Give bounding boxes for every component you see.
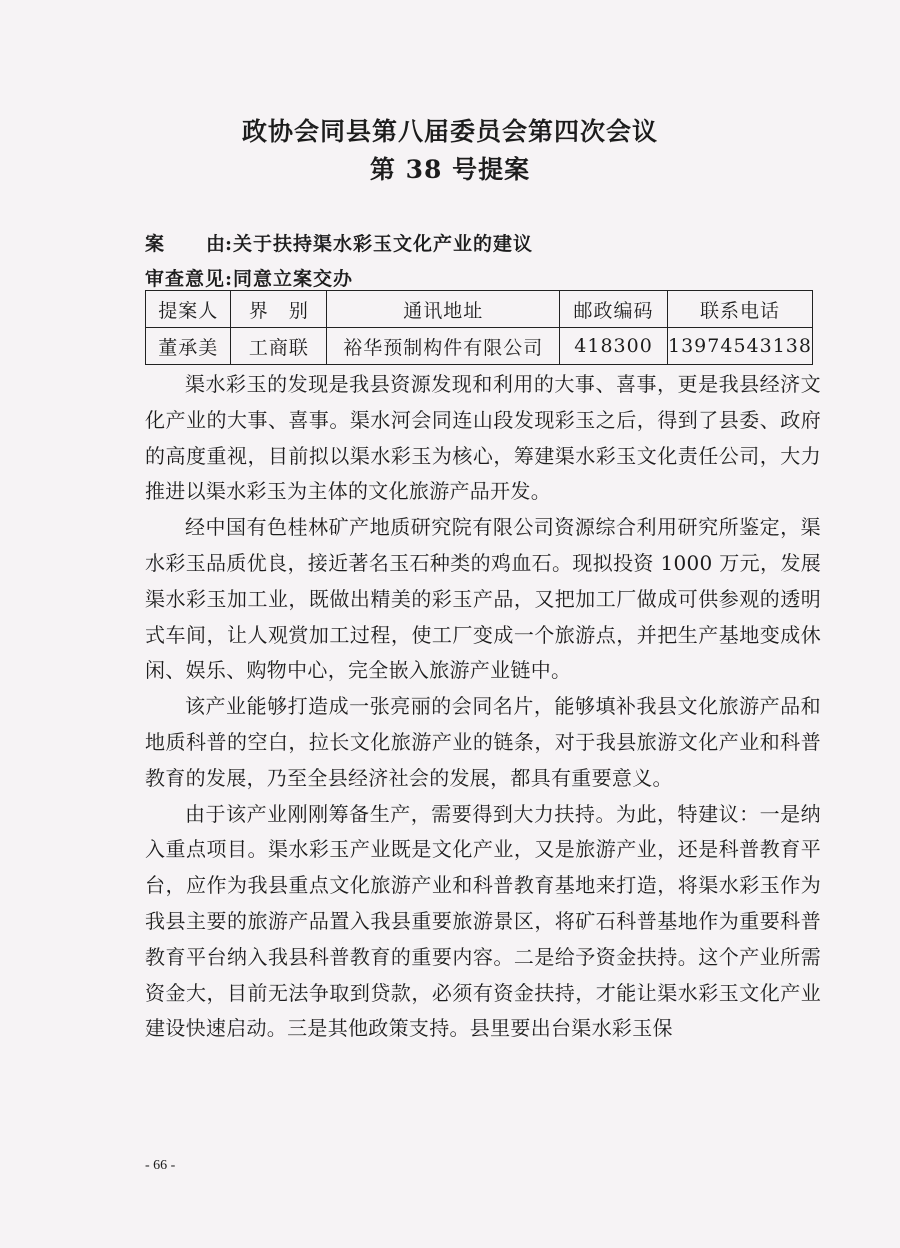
subject-line (145, 229, 533, 256)
header-proposer: 提案人 (146, 291, 231, 328)
cell-proposer: 董承美 (146, 328, 231, 365)
header-postcode: 邮政编码 (560, 291, 668, 328)
header-address: 通讯地址 (327, 291, 560, 328)
review-line (145, 264, 353, 291)
subject-value: 关于扶持渠水彩玉文化产业的建议 (233, 233, 534, 255)
table-header-row (146, 291, 813, 328)
subject-label-b: 由: (206, 233, 233, 255)
proposal-body (145, 367, 821, 1047)
cell-phone: 13974543138 (667, 328, 812, 365)
proposal-number: 第 38 号提案 (369, 155, 531, 184)
proposer-table (145, 290, 813, 365)
table-row (146, 328, 813, 365)
review-label: 审查意见: (145, 268, 234, 290)
cell-address: 裕华预制构件有限公司 (327, 328, 560, 365)
subject-label-a: 案 (145, 233, 165, 255)
paragraph: 由于该产业刚刚筹备生产，需要得到大力扶持。为此，特建议：一是纳入重点项目。渠水彩玉产业既是文化产业，又是旅游产业，还是科普教育平台，应作为我县重点文化旅游产业和科普教育基地来打造，将渠水彩玉作为我县主要的旅游产品置入我县重要旅游景区，将矿石科普基地作为重要科普教育平台纳入我县科普教育的重要内容。二是给予资金扶持。这个产业所需资金大，目前无法争取到贷款，必须有资金扶持，才能让渠水彩玉文化产业建设快速启动。三是其他政策支持。县里要出台渠水彩玉保 (145, 801, 821, 1041)
paragraph: 经中国有色桂林矿产地质研究院有限公司资源综合利用研究所鉴定，渠水彩玉品质优良，接近著名玉石种类的鸡血石。现拟投资 1000 万元，发展渠水彩玉加工业，既做出精美的彩玉产品，又把加工厂做成可供参观的透明式车间，让人观赏加工过程，使工厂变成一个旅游点，并把生产基地变成休闲、娱乐、购物中心，完全嵌入旅游产业链中。 (145, 515, 821, 683)
review-value: 同意立案交办 (233, 268, 354, 290)
subject-label (145, 229, 233, 256)
paragraph: 该产业能够打造成一张亮丽的会同名片，能够填补我县文化旅游产品和地质科普的空白，拉长文化旅游产业的链条，对于我县旅游文化产业和科普教育的发展，乃至全县经济社会的发展，都具有重要意义。 (145, 694, 821, 790)
header-sector: 界 别 (231, 291, 327, 328)
cell-postcode: 418300 (560, 328, 668, 365)
document-title: 政协会同县第八届委员会第四次会议 (241, 117, 658, 146)
cell-sector: 工商联 (231, 328, 327, 365)
header-phone: 联系电话 (667, 291, 812, 328)
paragraph: 渠水彩玉的发现是我县资源发现和利用的大事、喜事，更是我县经济文化产业的大事、喜事。渠水河会同连山段发现彩玉之后，得到了县委、政府的高度重视，目前拟以渠水彩玉为核心，筹建渠水彩玉文化责任公司，大力推进以渠水彩玉为主体的文化旅游产品开发。 (145, 372, 821, 504)
page-number: - 66 - (145, 1158, 176, 1173)
